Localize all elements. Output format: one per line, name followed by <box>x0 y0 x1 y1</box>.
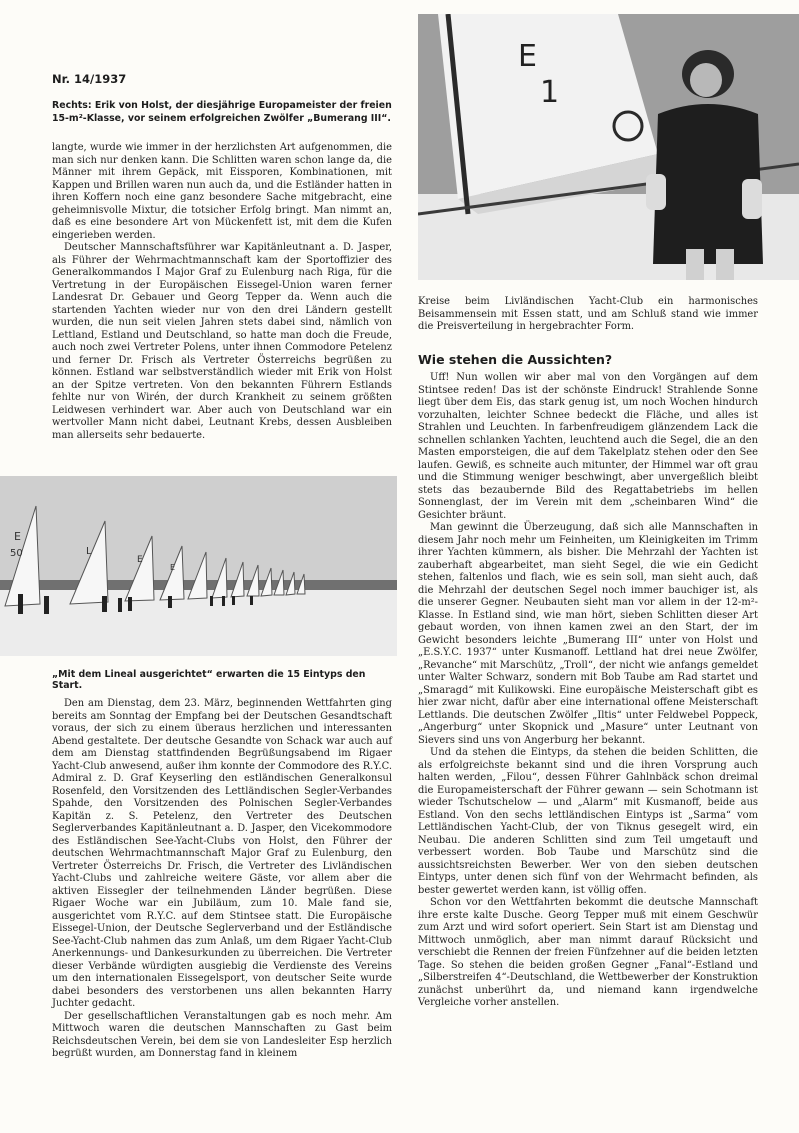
sail-mark: E <box>170 563 176 572</box>
sail-mark: 1 <box>540 75 560 110</box>
photo-yachts-illustration <box>0 476 397 656</box>
photo-ice-yachts-row <box>0 476 397 656</box>
paragraph: Der gesellschaftlichen Veranstaltungen gab es noch mehr. Am Mittwoch waren die deutschen Mannschaften zu Gast beim Reichsdeutschen Verein, bei dem sie von Landesleiter Esp herzlich begrüßt wurden, am Donnerstag fand in kleinem <box>52 1010 392 1059</box>
photo-skipper-illustration <box>418 14 799 280</box>
paragraph: Den am Dienstag, dem 23. März, beginnenden Wettfahrten ging bereits am Sonntag der Empfang bei der Deutschen Gesandtschaft voraus, der sich zu einem überaus herzlichen und interessanten Abend gestaltete. Der deutsche Gesandte von Schack war auch auf dem am Dienstag stattfindenden Begrüßungsabend im Rigaer Yacht-Club anwesend, außer ihm konnte der Commodore des R.Y.C. Admiral z. D. Graf Keyserling den estländischen Generalkonsul Rosenfeld, den Vorsitzenden des Lettländischen Segler-Verbandes Spahde, den Vorsitzenden des Polnischen Segler-Verbandes Kapitän z. S. Petelenz, den Vertreter des Deutschen Seglerverbandes Kapitänleutnant a. D. Jasper, den Vicekommodore des Estländischen See-Yacht-Clubs von Holst, den Führer der deutschen Wehrmachtmannschaft Major Graf zu Eulenburg, den Vertreter Österreichs Dr. Frisch, die Vertreter des Livländischen Yacht-Clubs und zahlreiche weitere Gäste, vor allem aber die aktiven Eissegler der teilnehmenden Länder begrüßen. Diese Rigaer Woche war ein Jubiläum, zum 10. Male fand sie, ausgerichtet vom R.Y.C. auf dem Stintsee statt. Die Europäische Eissegel-Union, der Deutsche Seglerverband und der Estländische See-Yacht-Club nahmen das zum Anlaß, um dem Rigaer Yacht-Club Anerkennungs- und Dankesurkunden zu überreichen. Die Vertreter dieser Verbände würdigten ausgiebig die Verdienste des Vereins um den internationalen Eissegelsport, von deutscher Seite wurde dabei besonders des verstorbenen uns allen bekannten Harry Juchter gedacht. <box>52 698 392 1009</box>
section-heading: Wie stehen die Aussichten? <box>418 352 613 367</box>
paragraph: Man gewinnt die Überzeugung, daß sich alle Mannschaften in diesem Jahr noch mehr um Feinheiten, um Kleinigkeiten im Trimm ihrer Yachten kümmern, als bisher. Die Mehrzahl der Yachten ist zauberhaft abgearbeitet, man sieht Segel, die wie ein Gedicht stehen, faltenlos und flach, wie es sein soll, man sieht auch, daß die Mehrzahl der deutschen Segel noch immer bauchiger ist, als die unserer Gegner. Neubauten sieht man vor allem in der 12-m²-Klasse. In Estland sind, wie man hört, sieben Schlitten dieser Art gebaut worden, von ihnen kamen zwei an den Start, der im Gewicht besonders leichte „Bumerang III“ unter von Holst und „E.S.Y.C. 1937“ unter Kusmanoff. Lettland hat drei neue Zwölfer, „Revanche“ mit Marschütz, „Troll“, der nicht wie anfangs gemeldet unter Walter Schwarz, sondern mit Bob Taube am Rad startet und „Smaragd“ mit Kulikowski. Eine europäische Meisterschaft gibt es hier zwar nicht, dafür aber eine international offene Meisterschaft Lettlands. Die deutschen Zwölfer „Iltis“ unter Feldwebel Poppeck, „Angerburg“ unter Skopnick und „Masure“ unter Leutnant von Sievers sind uns von Angerburg her bekannt. <box>418 522 758 746</box>
photo-skipper-ice-yacht <box>418 14 799 280</box>
paragraph: Kreise beim Livländischen Yacht-Club ein harmonisches Beisammensein mit Essen statt, und am Schluß stand wie immer die Preisverteilung in hergebrachter Form. <box>418 296 758 332</box>
article-column-1-bottom <box>52 698 392 1061</box>
article-column-1-top <box>52 142 392 442</box>
sail-mark: 50 <box>10 548 23 559</box>
paragraph: Uff! Nun wollen wir aber mal von den Vorgängen auf dem Stintsee reden! Das ist der schönste Eindruck! Strahlende Sonne liegt über dem Eis, das stark genug ist, um noch Wochen hindurch vorzuhalten, leichter Schnee bedeckt die Fläche, und alles ist Strahlen und Leuchten. In farbenfreudigem glänzendem Lack die schnellen schlanken Yachten, leuchtend auch die Segel, die an den Masten emporsteigen, die auf dem Takelplatz stehen oder den See laufen. Gewiß, es schneite auch mitunter, der Himmel war oft grau und die Stimmung weniger beschwingt, aber unvergeßlich bleibt stets das bezaubernde Bild des Regattabetriebs im hellen Sonnenglast, der im Verein mit dem „scheinbaren Wind“ die Gesichter bräunt. <box>418 372 758 521</box>
article-column-2-top <box>418 296 758 334</box>
sail-mark: L <box>86 546 92 557</box>
paragraph: Und da stehen die Eintyps, da stehen die beiden Schlitten, die als erfolgreichste bekannt sind und die ihren Vorsprung auch halten werden, „Filou“, dessen Führer Gahlnbäck schon dreimal die Europameisterschaft der Führer gewann — sein Schotmann ist wieder Tschutschelow — und „Alarm“ mit Kusmanoff, beide aus Estland. Von den sechs lettländischen Eintyps ist „Sarma“ vom Lettländischen Yacht-Club, der von Tiknus gesegelt wird, ein Neubau. Die anderen Schlitten sind zum Teil umgetauft und verbessert worden. Bob Taube und Marschütz sind die aussichtsreichsten Bewerber. Wer von den sieben deutschen Eintyps, unter denen sich fünf von der Wehrmacht befinden, als bester gewertet werden kann, ist völlig offen. <box>418 747 758 896</box>
photo-caption-middle: „Mit dem Lineal ausgerichtet“ erwarten die 15 Eintyps den Start. <box>52 669 366 691</box>
paragraph: Schon vor den Wettfahrten bekommt die deutsche Mannschaft ihre erste kalte Dusche. Georg Tepper muß mit einem Geschwür zum Arzt und wird sofort operiert. Sein Start ist am Dienstag und Mittwoch unmöglich, aber man nimmt darauf Rücksicht und verschiebt die Rennen der freien Fünfzehner auf die beiden letzten Tage. So stehen die beiden großen Gegner „Fanal“-Estland und „Silberstreifen 4“-Deutschland, die Wettbewerber der Konstruktion zunächst unberührt da, und niemand kann irgendwelche Vergleiche vorher anstellen. <box>418 897 758 1008</box>
sail-mark: E <box>518 39 537 74</box>
article-column-2-bottom <box>418 372 758 1010</box>
paragraph: Deutscher Mannschaftsführer war Kapitänleutnant a. D. Jasper, als Führer der Wehrmachtmannschaft kam der Sportoffizier des Generalkommandos I Major Graf zu Eulenburg nach Riga, für die Vertretung in der Europäischen Eissegel-Union waren ferner Landesrat Dr. Gebauer und Georg Tepper da. Wenn auch die startenden Yachten wieder nur von den drei Ländern gestellt wurden, die nun seit vielen Jahren stets dabei sind, nämlich von Lettland, Estland und Deutschland, so hatte man doch die Freude, auch noch zwei Vertreter Polens, unter ihnen Commodore Petelenz und ferner Dr. Frisch als Vertreter Österreichs begrüßen zu können. Estland war selbstverständlich wieder mit Erik von Holst an der Spitze vertreten. Von den bekannten Führern Estlands fehlte nur von Wirén, der durch Krankheit zu seinem größten Leidwesen verhindert war. Aber auch von Deutschland war ein wertvoller Mann nicht dabei, Leutnant Krebs, dessen Ausbleiben man allerseits sehr bedauerte. <box>52 242 392 441</box>
photo-caption-right: Rechts: Erik von Holst, der diesjährige Europameister der freien 15-m²-Klasse, vor seinem erfolgreichen Zwölfer „Bumerang III“. <box>52 100 392 124</box>
sail-mark: E <box>14 530 21 543</box>
sail-mark: E <box>137 555 143 565</box>
issue-number: Nr. 14/1937 <box>52 72 127 86</box>
paragraph: langte, wurde wie immer in der herzlichsten Art aufgenommen, die man sich nur denken kann. Die Schlitten waren schon lange da, die Männer mit ihrem Gepäck, mit Eissporen, Kombinationen, mit Kappen und Brillen waren nun auch da, und die Estländer hatten in ihren Koffern noch eine ganz besondere Sache mitgebracht, eine geheimnisvolle Mixtur, die totsicher Erfolg bringt. Man nimmt an, daß es eine besondere Art von Mückenfett ist, mit dem die Kufen eingerieben werden. <box>52 142 392 241</box>
